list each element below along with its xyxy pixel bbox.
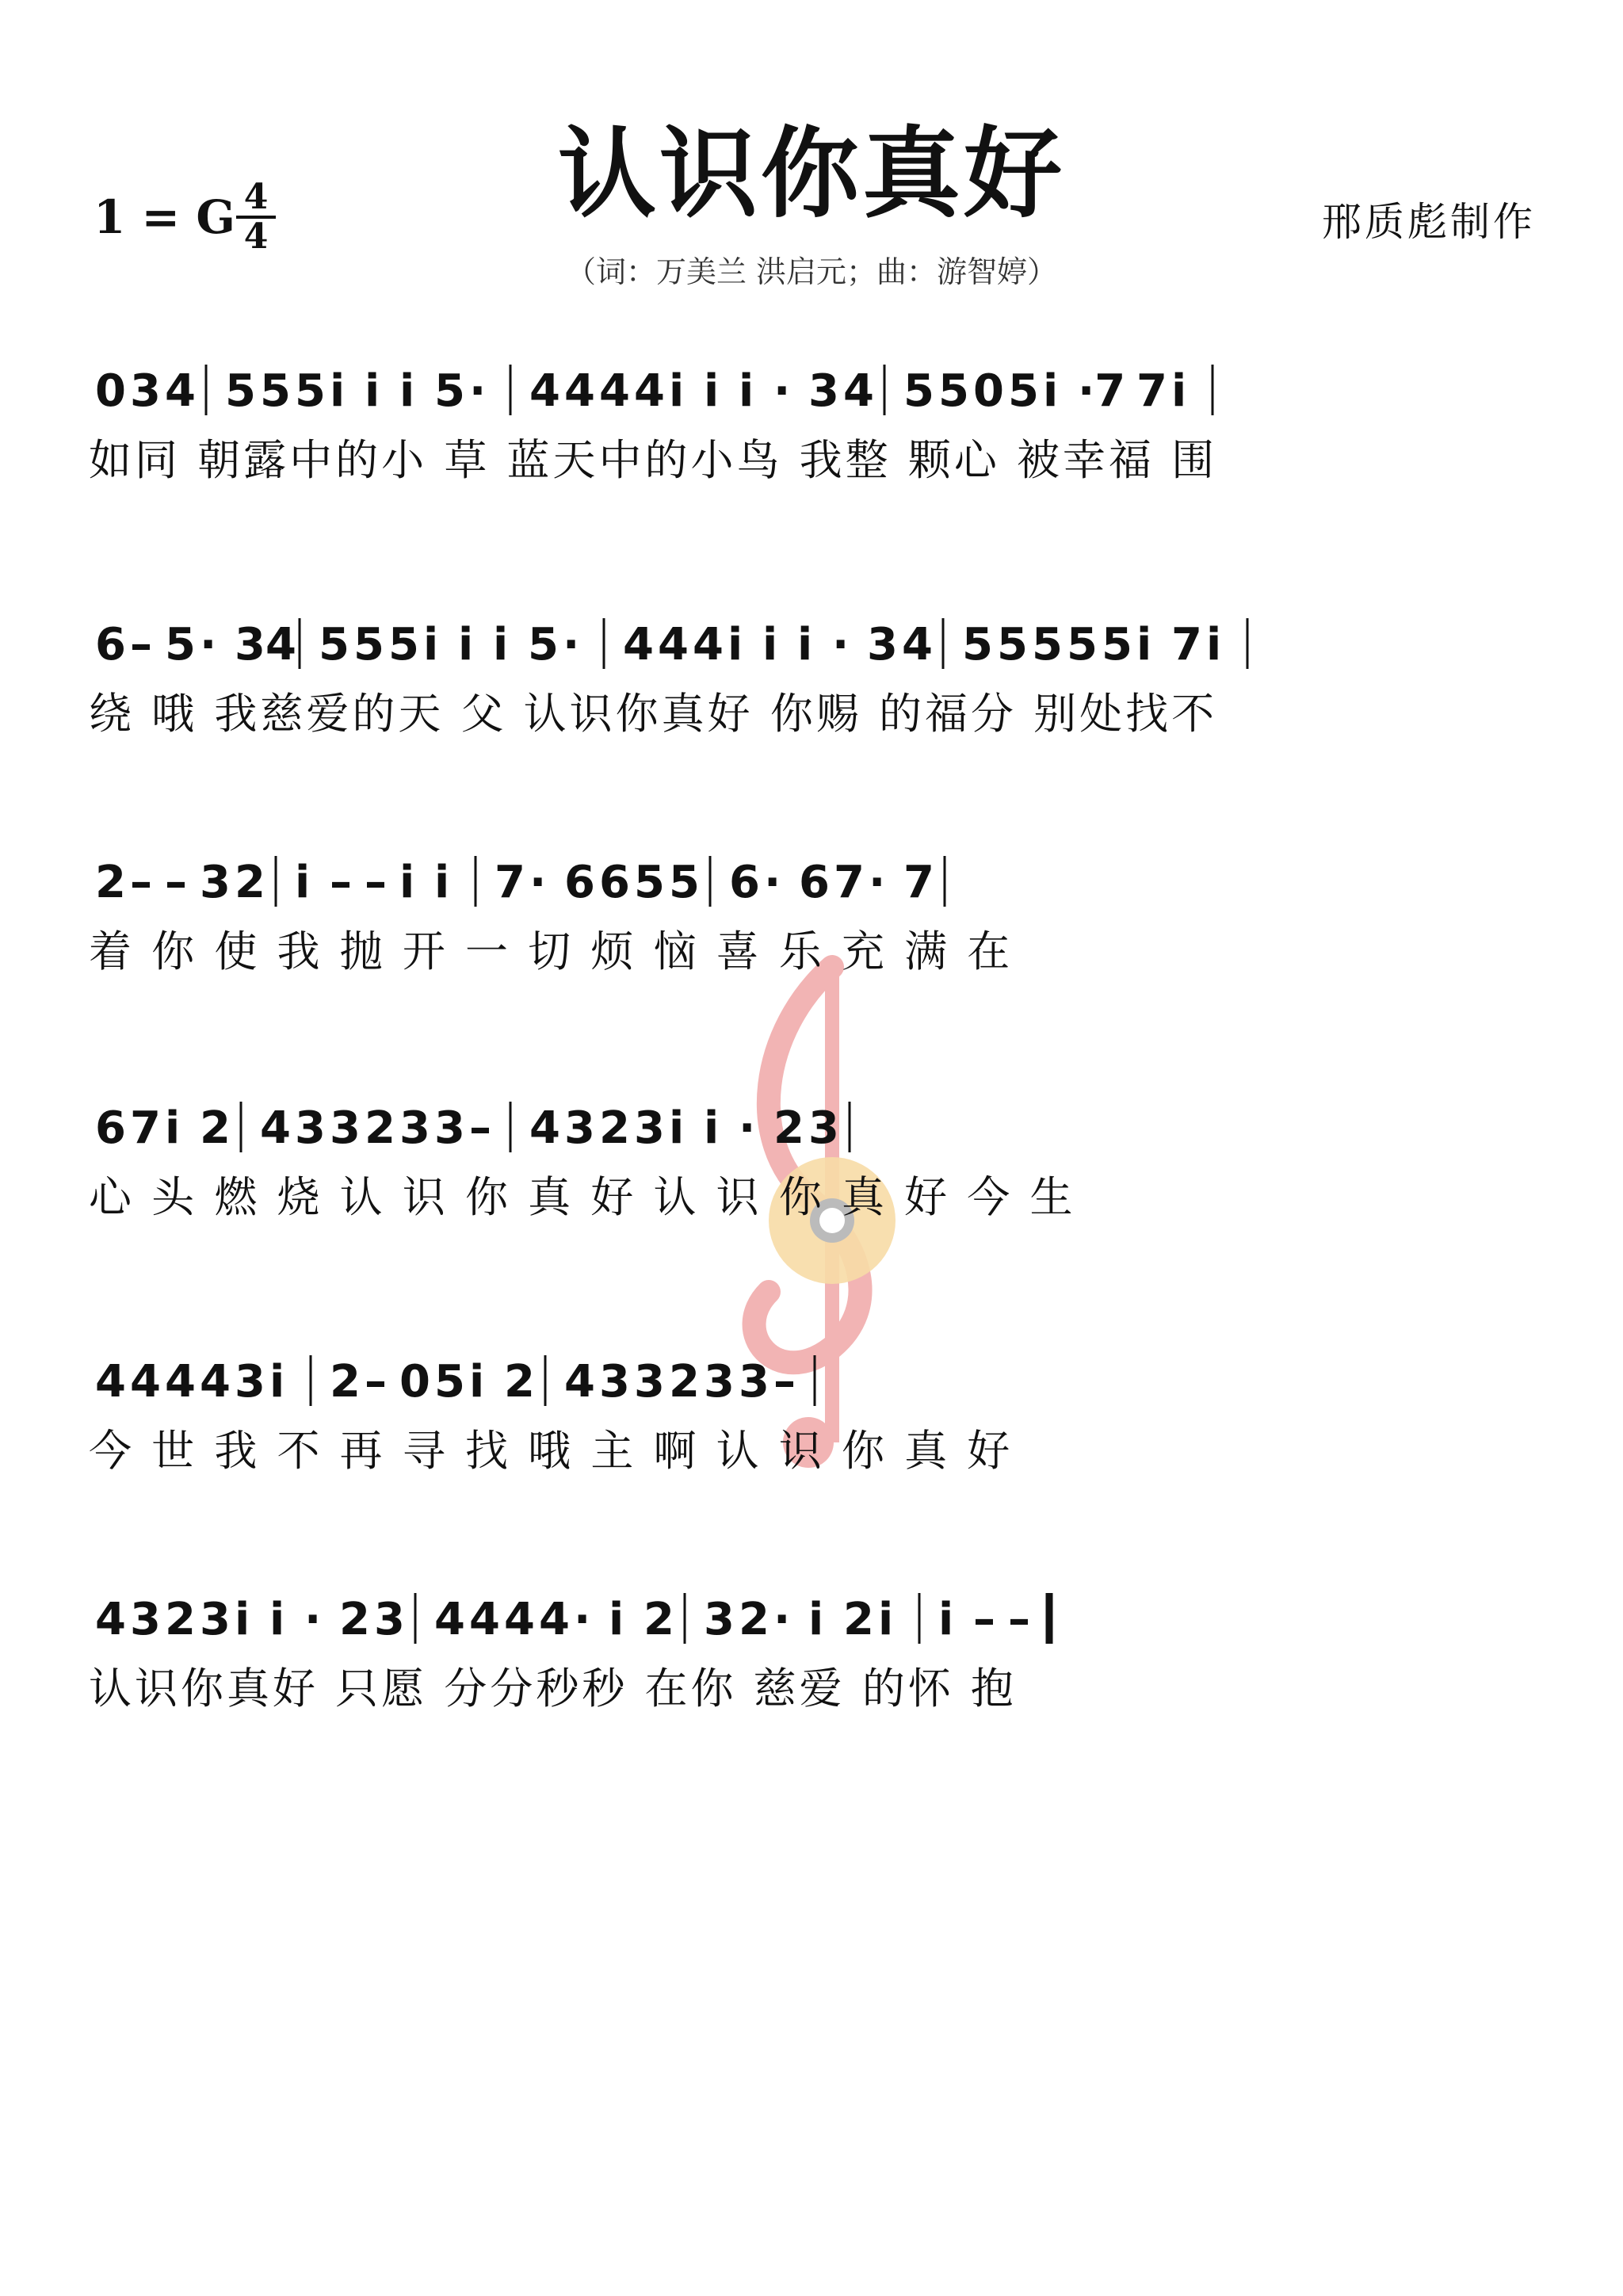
note-token: 3 bbox=[704, 1594, 735, 1645]
note-token: · bbox=[469, 365, 487, 417]
note-token: 6 bbox=[599, 857, 630, 908]
note-token: 2 bbox=[669, 1356, 700, 1408]
note-token: 4 bbox=[658, 619, 689, 670]
note-token: i bbox=[669, 1102, 685, 1154]
note-token: 2 bbox=[504, 1356, 535, 1408]
note-token: 5 bbox=[353, 619, 384, 670]
note-token: 4 bbox=[564, 1356, 595, 1408]
note-token: 3 bbox=[867, 619, 898, 670]
note-token: 4 bbox=[165, 1356, 196, 1408]
note-token: 4 bbox=[200, 1356, 231, 1408]
note-token: i bbox=[434, 857, 450, 908]
note-token: i bbox=[669, 365, 685, 417]
lyricist-composer-credits: （词：万美兰 洪启元；曲：游智婷） bbox=[565, 254, 1058, 289]
note-token: 4 bbox=[529, 365, 560, 417]
note-token: 4 bbox=[529, 1102, 560, 1154]
note-token: 6 bbox=[95, 1102, 126, 1154]
note-token: 7 bbox=[903, 857, 934, 908]
time-signature bbox=[236, 177, 276, 257]
note-token: – bbox=[165, 857, 187, 908]
note-token: 7 bbox=[130, 1102, 161, 1154]
lyric-line: 认识你真好 只愿 分分秒秒 在你 慈爱 的怀 抱 bbox=[89, 1664, 1017, 1713]
note-token: 5 bbox=[225, 365, 256, 417]
note-token: – bbox=[1008, 1594, 1030, 1645]
note-token: 7 bbox=[1171, 619, 1202, 670]
note-token: 2 bbox=[599, 1102, 630, 1154]
note-token: 2 bbox=[339, 1594, 370, 1645]
note-token: 4 bbox=[693, 619, 724, 670]
note-token: 3 bbox=[235, 1356, 265, 1408]
maker-credit: 邢质彪制作 bbox=[1322, 199, 1536, 245]
note-token: 4 bbox=[843, 365, 874, 417]
note-token: i bbox=[808, 1594, 824, 1645]
note-token: – bbox=[130, 619, 152, 670]
note-token: 6 bbox=[95, 619, 126, 670]
note-token: i bbox=[797, 619, 813, 670]
time-signature-top: 4 bbox=[243, 177, 269, 217]
song-title: 认识你真好 bbox=[557, 117, 1065, 231]
note-token: 3 bbox=[434, 1102, 465, 1154]
note-token: 2 bbox=[643, 1594, 674, 1645]
note-token: 3 bbox=[634, 1102, 665, 1154]
note-token: 5 bbox=[434, 365, 465, 417]
note-token: 5 bbox=[1032, 619, 1063, 670]
note-token: i bbox=[727, 619, 743, 670]
note-token: 2 bbox=[773, 1102, 804, 1154]
note-token: 3 bbox=[599, 1356, 630, 1408]
note-token: 3 bbox=[295, 1102, 326, 1154]
note-token: 0 bbox=[95, 365, 126, 417]
note-token: i bbox=[704, 1102, 720, 1154]
note-token: i bbox=[493, 619, 509, 670]
note-token: i bbox=[1206, 619, 1222, 670]
note-token: 3 bbox=[399, 1102, 430, 1154]
note-token: i bbox=[269, 1594, 285, 1645]
score-line-6 bbox=[89, 1577, 1539, 1783]
note-token: 2 bbox=[365, 1102, 395, 1154]
note-token: 0 bbox=[399, 1356, 430, 1408]
score-line-5 bbox=[89, 1339, 1539, 1545]
note-token: i bbox=[295, 857, 311, 908]
note-token: ·7 bbox=[1078, 365, 1126, 417]
note-token: 2 bbox=[739, 1594, 769, 1645]
note-token: 3 bbox=[330, 1102, 361, 1154]
note-token: – bbox=[365, 857, 387, 908]
note-token: i bbox=[330, 365, 346, 417]
note-token: i bbox=[365, 365, 380, 417]
note-token: i bbox=[1171, 365, 1187, 417]
note-token: 5 bbox=[434, 1356, 465, 1408]
note-token: 4 bbox=[260, 1102, 291, 1154]
note-token: 4 bbox=[130, 1356, 161, 1408]
note-token: 2 bbox=[165, 1594, 196, 1645]
lyric-line: 绕 哦 我慈爱的天 父 认识你真好 你赐 的福分 别处找不 bbox=[89, 689, 1218, 739]
note-token: · bbox=[832, 619, 850, 670]
note-token: 3 bbox=[130, 1594, 161, 1645]
note-token: 5 bbox=[260, 365, 291, 417]
note-token: 3 bbox=[808, 365, 839, 417]
note-token: i bbox=[399, 365, 415, 417]
note-token: 5 bbox=[1102, 619, 1132, 670]
note-token: – bbox=[469, 1102, 491, 1154]
note-token: 2 bbox=[330, 1356, 361, 1408]
note-token: · bbox=[304, 1594, 322, 1645]
note-token: 4 bbox=[539, 1594, 570, 1645]
note-token: 4 bbox=[434, 1594, 465, 1645]
note-token: · bbox=[739, 1102, 756, 1154]
note-token: 2 bbox=[235, 857, 265, 908]
note-token: 5 bbox=[295, 365, 326, 417]
note-token: 5 bbox=[528, 619, 559, 670]
note-token: – bbox=[973, 1594, 995, 1645]
note-token: 3 bbox=[739, 1356, 769, 1408]
note-token: 4 bbox=[623, 619, 654, 670]
note-token: 5 bbox=[669, 857, 700, 908]
note-token: i bbox=[609, 1594, 624, 1645]
note-token: · bbox=[773, 365, 791, 417]
note-token: i bbox=[469, 1356, 485, 1408]
note-token: 5 bbox=[997, 619, 1028, 670]
note-token: · bbox=[574, 1594, 591, 1645]
note-token: 4 bbox=[504, 1594, 535, 1645]
note-token: 2 bbox=[843, 1594, 874, 1645]
note-token: 7 bbox=[495, 857, 525, 908]
note-token: 3 bbox=[200, 1594, 231, 1645]
note-token: i bbox=[399, 857, 415, 908]
note-token: 4 bbox=[599, 365, 630, 417]
note-token: 5 bbox=[165, 619, 196, 670]
note-token: i bbox=[165, 1102, 181, 1154]
note-token: 5 bbox=[1067, 619, 1098, 670]
note-token: i bbox=[1136, 619, 1152, 670]
note-token: 3 bbox=[704, 1356, 735, 1408]
note-token: i bbox=[235, 1594, 250, 1645]
note-token: 5 bbox=[319, 619, 349, 670]
time-signature-bottom: 4 bbox=[243, 216, 269, 257]
note-token: 2 bbox=[200, 1102, 231, 1154]
lyric-line: 心 头 燃 烧 认 识 你 真 好 认 识 你 真 好 今 生 bbox=[89, 1172, 1076, 1222]
note-token: 5 bbox=[903, 365, 934, 417]
note-token: – bbox=[365, 1356, 387, 1408]
note-token: · bbox=[869, 857, 886, 908]
score-line-3 bbox=[89, 840, 1539, 1046]
note-token: 4 bbox=[564, 365, 595, 417]
score-line-2 bbox=[89, 602, 1539, 808]
note-token: 5 bbox=[1008, 365, 1039, 417]
note-token: i bbox=[1043, 365, 1059, 417]
note-token: i bbox=[878, 1594, 894, 1645]
note-token: 3 bbox=[374, 1594, 405, 1645]
note-token: 3 bbox=[130, 365, 161, 417]
key-signature: 1 = G bbox=[94, 190, 235, 244]
note-token: 4 bbox=[902, 619, 933, 670]
note-token: 3 bbox=[808, 1102, 839, 1154]
note-token: 7 bbox=[834, 857, 865, 908]
note-token: i bbox=[704, 365, 720, 417]
note-token: 7 bbox=[1136, 365, 1167, 417]
note-token: 5 bbox=[388, 619, 419, 670]
note-token: · bbox=[529, 857, 547, 908]
note-token: – bbox=[330, 857, 352, 908]
lyric-line: 今 世 我 不 再 寻 找 哦 主 啊 认 识 你 真 好 bbox=[89, 1426, 1014, 1476]
note-token: 2 bbox=[95, 857, 126, 908]
note-token: · bbox=[773, 1594, 791, 1645]
lyric-line: 如同 朝露中的小 草 蓝天中的小鸟 我整 颗心 被幸福 围 bbox=[89, 435, 1218, 485]
note-token: 6 bbox=[564, 857, 595, 908]
note-token: 3 bbox=[564, 1102, 595, 1154]
note-token: 5 bbox=[938, 365, 969, 417]
note-token: 4 bbox=[469, 1594, 500, 1645]
note-token: 3 bbox=[200, 857, 231, 908]
note-token: 4 bbox=[95, 1594, 126, 1645]
note-token: 0 bbox=[973, 365, 1004, 417]
note-token: 5 bbox=[634, 857, 665, 908]
note-token: i bbox=[423, 619, 439, 670]
note-token: · bbox=[563, 619, 580, 670]
note-token: i bbox=[938, 1594, 954, 1645]
note-token: i bbox=[458, 619, 474, 670]
note-token: i bbox=[762, 619, 778, 670]
note-token: 4 bbox=[634, 365, 665, 417]
note-token: 4 bbox=[165, 365, 196, 417]
note-token: 3 bbox=[634, 1356, 665, 1408]
lyric-line: 着 你 使 我 抛 开 一 切 烦 恼 喜 乐 充 满 在 bbox=[89, 926, 1014, 976]
score-line-1 bbox=[89, 349, 1539, 555]
note-token: 6 bbox=[729, 857, 760, 908]
note-token: 5 bbox=[962, 619, 993, 670]
note-token: i bbox=[269, 1356, 285, 1408]
note-token: – bbox=[773, 1356, 796, 1408]
note-token: 6 bbox=[799, 857, 830, 908]
note-token: · bbox=[764, 857, 781, 908]
note-token: i bbox=[739, 365, 754, 417]
note-token: · bbox=[200, 619, 217, 670]
score-line-4 bbox=[89, 1086, 1539, 1292]
note-token: – bbox=[130, 857, 152, 908]
note-token: 4 bbox=[95, 1356, 126, 1408]
note-token: 34 bbox=[235, 619, 296, 670]
